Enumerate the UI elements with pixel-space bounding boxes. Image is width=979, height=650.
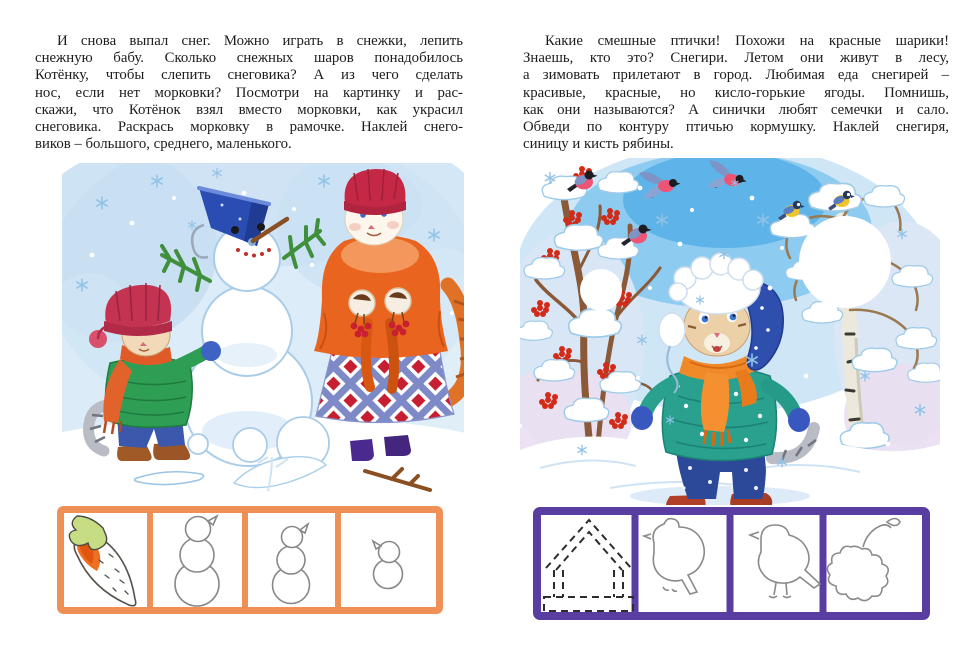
text-line: Знаешь, кто это? Снегири. Летом они живут в лесу, — [523, 50, 949, 67]
text-line: виков – большого, среднего, маленького. — [35, 136, 292, 153]
text-line: Котёнку, чтобы слепить снеговика? А из чего сделать — [35, 67, 463, 84]
mitten — [788, 408, 810, 432]
hat-side-flap — [659, 313, 685, 347]
activity-frame-birds — [533, 507, 930, 620]
frame-cell-snowman-small — [373, 541, 403, 589]
text-line: а зимовать прилетают в город. Любимая еда снегирей – — [523, 67, 949, 84]
text-line: синицу и кисть рябины. — [523, 136, 674, 153]
illustration-snowman-scene — [62, 163, 464, 505]
text-line: снежную бабу. Сколько снежных шаров понадобилось — [35, 50, 463, 67]
illustration-winter-birds-scene — [520, 158, 940, 505]
text-line: Какие смешные птички! Похожи на красные шарики! — [545, 33, 949, 49]
text-line: снеговика. Раскрась морковку в рамочке. Наклей снего- — [35, 119, 463, 136]
right-page-paragraph — [523, 33, 949, 153]
mitten — [201, 341, 221, 361]
text-line: скажи, что Котёнок взял вместо морковки, как украсил — [35, 101, 463, 118]
text-line: красивые, красные, но кисло-горькие ягоды. Помнишь, — [523, 84, 949, 101]
text-line: И снова выпал снег. Можно играть в снежки, лепить — [57, 33, 463, 49]
sticker-spot-small — [580, 269, 622, 311]
text-line: как они называются? А синички любят семечки и сало. — [523, 101, 949, 118]
text-line: нос, если нет морковки? Посмотри на картинку и рас- — [35, 84, 463, 101]
text-line: Обведи по контуру птичью кормушку. Наклей снегиря, — [523, 119, 949, 136]
activity-frame-snowmen — [57, 506, 443, 614]
left-page-paragraph — [35, 33, 463, 153]
mitten — [631, 406, 653, 430]
sticker-spot-large — [799, 216, 891, 308]
